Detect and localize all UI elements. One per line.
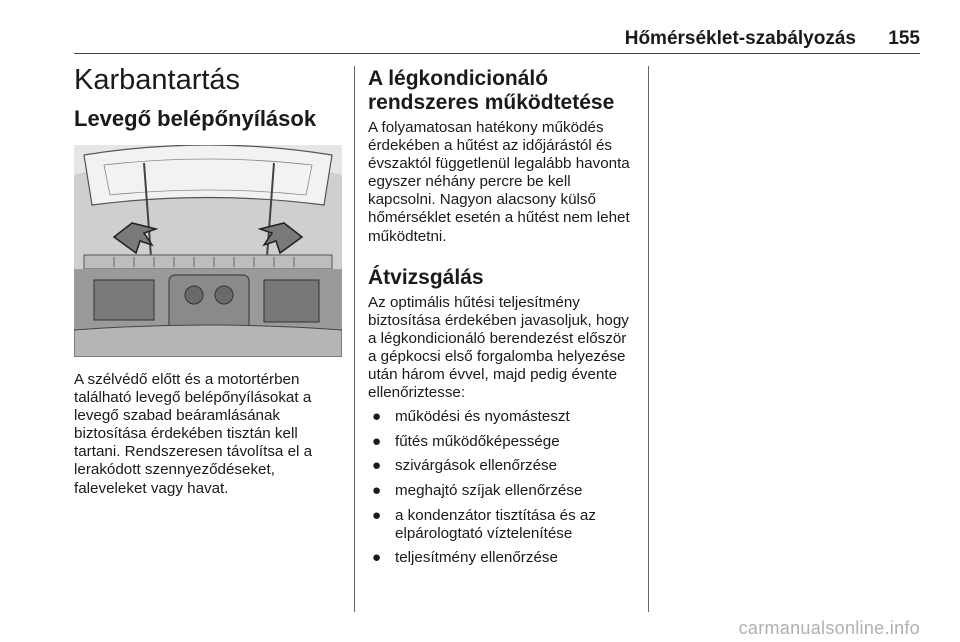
list-item: ● fűtés működőképessége [372,432,560,450]
list-item: ● a kondenzátor tisztítása és az elpárologtató víztelenítése [372,506,596,542]
right-column [368,64,636,574]
bullet-icon: ● [372,549,382,567]
list-item: ● működési és nyomásteszt [372,408,570,426]
bullet-icon: ● [372,432,382,450]
ac-operation-heading: A légkondicionáló rendszeres működtetése [368,67,615,114]
bullet-icon: ● [372,408,382,426]
watermark-link[interactable]: carmanualsonline.info [738,618,920,638]
ac-operation-paragraph: A folyamatosan hatékony működés érdekében a hűtést az időjárástól és évszaktól függetlenül legalább havonta egyszer néhány percre be kell kapcsolni. Nagyon alacsony külső hőmérséklet esetén a hűtést nem lehet működtetni. [368,119,630,245]
subsection-title: Levegő belépőnyílások [74,106,317,131]
bullet-icon: ● [372,506,382,524]
bullet-icon: ● [372,457,382,475]
page-number: 155 [888,28,920,49]
list-item: ● meghajtó szíjak ellenőrzése [372,482,583,499]
inspection-paragraph: Az optimális hűtési teljesítmény biztosítása érdekében javasoljuk, hogy a légkondicionáló berendezést először a gépkocsi első forgalomba helyezése után három évvel, majd pedig évente ellenőriztesse: [368,293,629,402]
engine-bay-figure [74,145,342,357]
list-item: ● teljesítmény ellenőrzése [372,549,558,567]
header-rule [74,53,920,54]
engine-bay-illustration [74,145,342,357]
section-title: Karbantartás [74,64,241,96]
column-divider-left [354,66,355,612]
list-item: ● szivárgások ellenőrzése [372,457,558,475]
inspection-list [368,408,636,567]
inspection-heading: Átvizsgálás [368,265,484,289]
left-column [74,64,342,498]
running-header-title: Hőmérséklet-szabályozás [624,28,856,49]
column-divider-right [648,66,649,612]
bullet-icon: ● [372,482,382,499]
air-intake-paragraph: A szélvédő előtt és a motortérben található levegő belépőnyílásokat a levegő szabad beáramlásának biztosítása érdekében tisztán kell tartani. Rendszeresen távolítsa el a lerakódott szennyeződéseket, faleveleket vagy havat. [74,371,313,497]
